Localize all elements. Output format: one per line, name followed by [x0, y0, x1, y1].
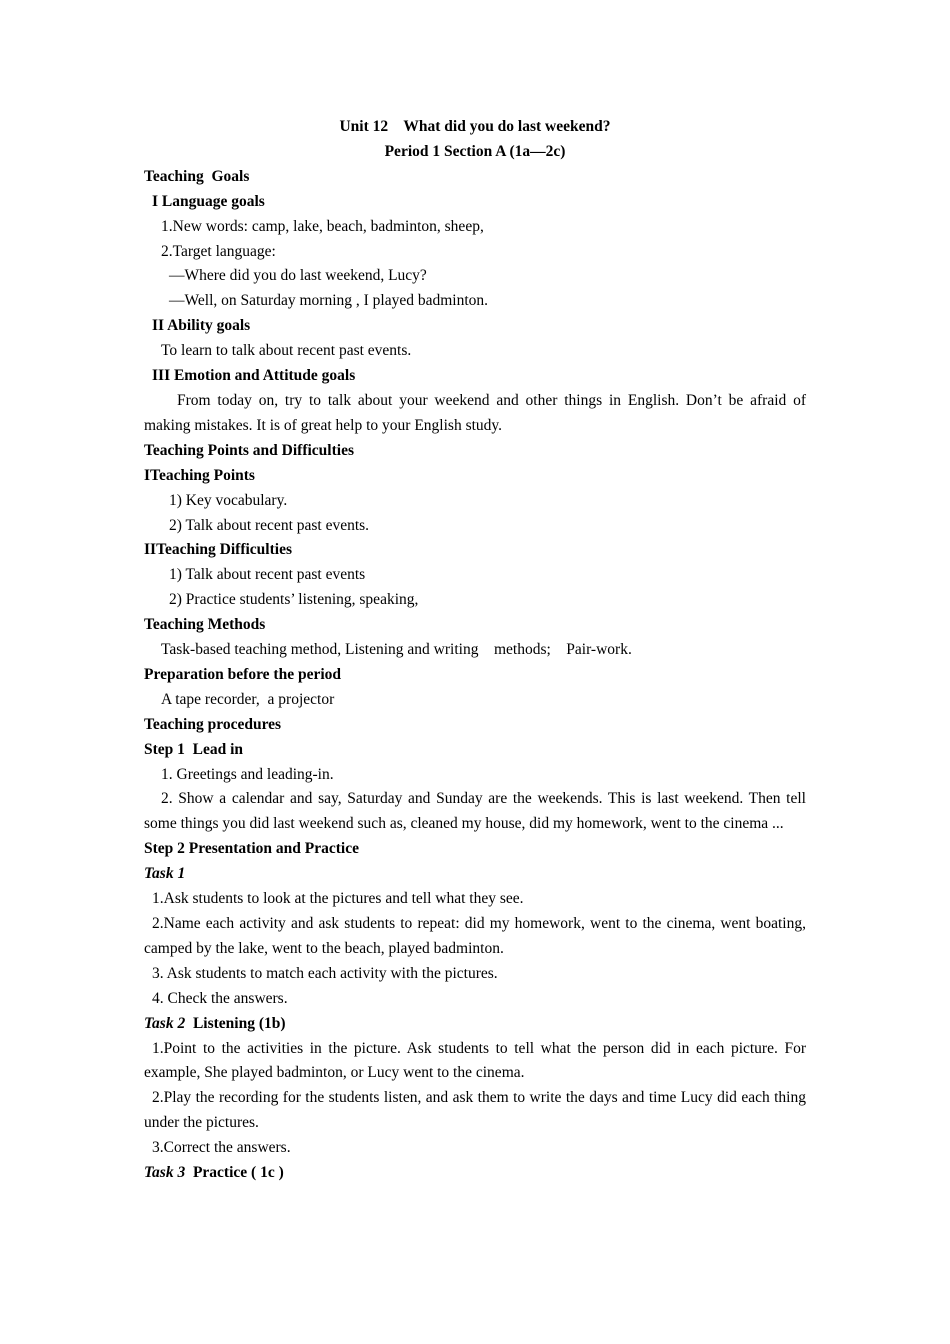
preparation-heading: Preparation before the period — [144, 665, 342, 683]
task2-label: Task 2 — [144, 1014, 186, 1032]
preparation-text: A tape recorder, a projector — [161, 690, 335, 708]
emotion-goals-text: From today on, try to talk about your weekend and other things in English. Don’t be afraid of making mistakes. It is of great help to your English study. — [144, 391, 806, 434]
dialogue-line: —Well, on Saturday morning , I played badminton. — [169, 292, 489, 310]
step1-item: 2. Show a calendar and say, Saturday and Sunday are the weekends. This is last weekend. Then tell some things you did last weekend such as, cleaned my house, did my homework, went to the cinema ... — [144, 790, 806, 833]
task1-item: 1.Ask students to look at the pictures and tell what they see. — [152, 890, 524, 908]
task1-item: 2.Name each activity and ask students to repeat: did my homework, went to the cinema, went boating, camped by the lake, went to the beach, played badminton. — [144, 915, 806, 957]
target-language-line: 2.Target language: — [161, 242, 276, 260]
teaching-point-item: 2) Talk about recent past events. — [169, 516, 370, 534]
document-page — [144, 115, 806, 1186]
ability-goals-heading: II Ability goals — [152, 317, 251, 335]
step2-heading: Step 2 Presentation and Practice — [144, 840, 359, 858]
task1-item: 3. Ask students to match each activity with the pictures. — [152, 964, 498, 982]
dialogue-line: —Where did you do last weekend, Lucy? — [169, 267, 427, 285]
emotion-goals-heading: III Emotion and Attitude goals — [152, 367, 356, 385]
teaching-difficulty-item: 2) Practice students’ listening, speaking, — [169, 591, 419, 609]
teaching-procedures-heading: Teaching procedures — [144, 715, 282, 733]
teaching-point-item: 1) Key vocabulary. — [169, 491, 288, 509]
teaching-difficulty-item: 1) Talk about recent past events — [169, 566, 366, 584]
task2-item: 3.Correct the answers. — [152, 1139, 291, 1157]
language-goals-heading: I Language goals — [152, 192, 265, 210]
ability-goals-text: To learn to talk about recent past events. — [161, 342, 412, 360]
task2-item: 2.Play the recording for the students listen, and ask them to write the days and time Lucy did each thing under the pictures. — [144, 1089, 806, 1132]
task3-label: Task 3 — [144, 1164, 186, 1182]
task2-item: 1.Point to the activities in the picture. Ask students to tell what the person did in each picture. For example, She played badminton, or Lucy went to the cinema. — [144, 1039, 806, 1082]
task1-item: 4. Check the answers. — [152, 989, 288, 1007]
task2-title: Listening (1b) — [192, 1014, 286, 1032]
teaching-difficulties-heading: IITeaching Difficulties — [144, 541, 292, 559]
points-difficulties-heading: Teaching Points and Difficulties — [144, 441, 354, 459]
task2-heading — [144, 1012, 806, 1037]
document-subtitle: Period 1 Section A (1a—2c) — [384, 142, 566, 160]
step1-item: 1. Greetings and leading-in. — [161, 765, 334, 783]
task3-heading — [144, 1161, 806, 1186]
teaching-points-heading: ITeaching Points — [144, 466, 255, 484]
task3-title: Practice ( 1c ) — [192, 1164, 284, 1182]
step1-heading: Step 1 Lead in — [144, 740, 244, 758]
new-words-line: 1.New words: camp, lake, beach, badminton, sheep, — [161, 217, 484, 235]
task1-label: Task 1 — [144, 865, 186, 883]
document-title: Unit 12 What did you do last weekend? — [339, 118, 611, 135]
teaching-goals-heading: Teaching Goals — [144, 167, 250, 185]
teaching-methods-text: Task-based teaching method, Listening and writing methods; Pair-work. — [161, 641, 632, 659]
teaching-methods-heading: Teaching Methods — [144, 616, 266, 634]
